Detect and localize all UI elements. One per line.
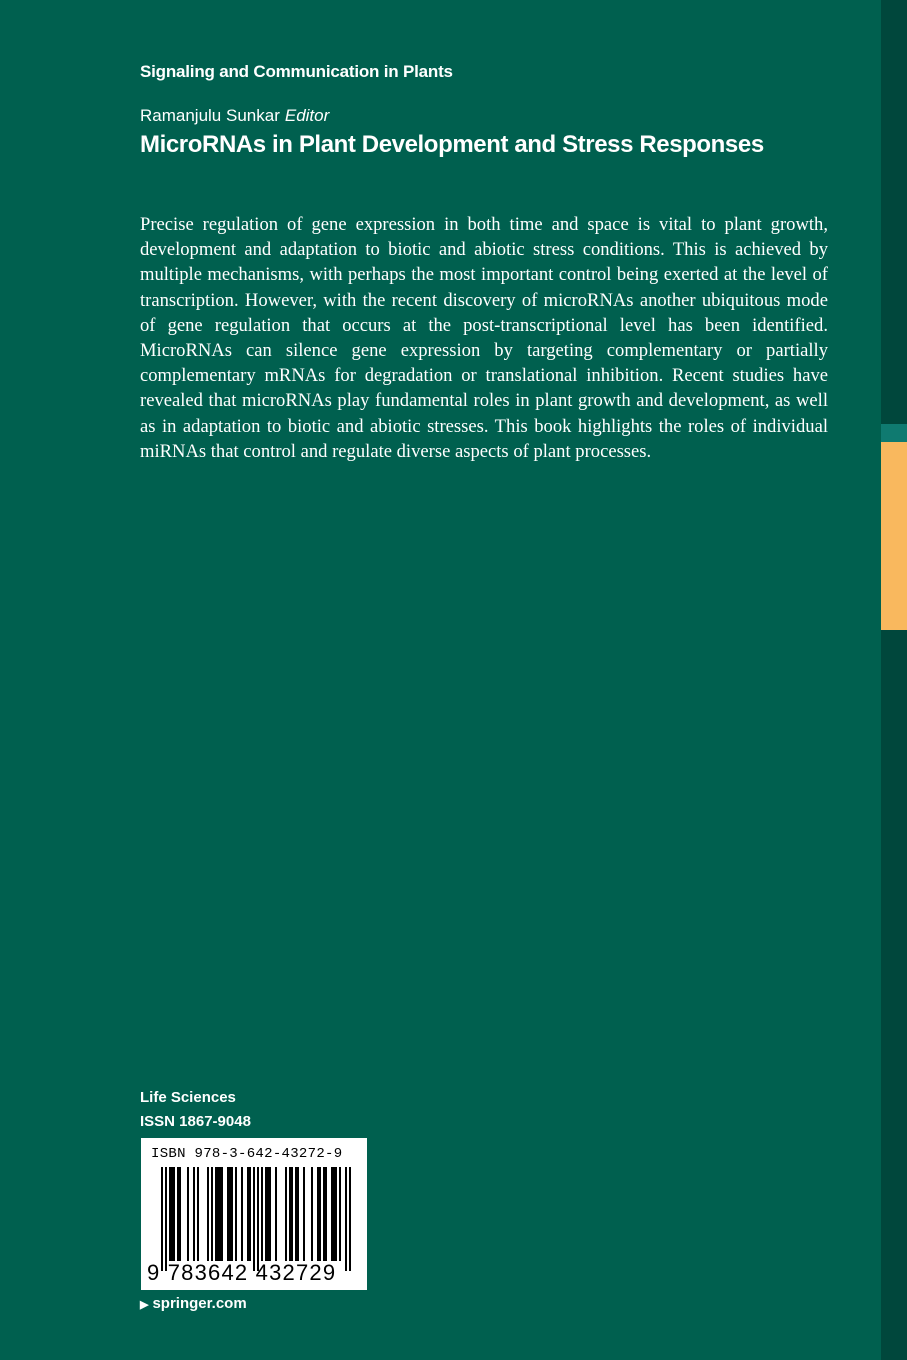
barcode-bar bbox=[177, 1167, 179, 1261]
barcode-bar bbox=[323, 1167, 325, 1261]
barcode-bar bbox=[261, 1167, 263, 1261]
barcode-bar bbox=[285, 1167, 287, 1261]
barcode-bar bbox=[165, 1167, 167, 1271]
spine-orange-band bbox=[881, 442, 907, 630]
editor-name: Ramanjulu Sunkar bbox=[140, 106, 280, 125]
barcode-bar bbox=[253, 1167, 255, 1271]
barcode-bar bbox=[241, 1167, 243, 1261]
spine-teal-band bbox=[881, 424, 907, 442]
barcode-bar bbox=[221, 1167, 223, 1261]
barcode-bar bbox=[197, 1167, 199, 1261]
barcode-bar bbox=[247, 1167, 249, 1261]
barcode-bar bbox=[161, 1167, 163, 1271]
website-link[interactable] bbox=[140, 1295, 247, 1312]
barcode-bar bbox=[219, 1167, 221, 1261]
spine-strip bbox=[881, 0, 907, 1360]
barcode-bar bbox=[319, 1167, 321, 1261]
barcode-bar bbox=[211, 1167, 213, 1261]
barcode-bar bbox=[269, 1167, 271, 1261]
barcode-bar bbox=[349, 1167, 351, 1271]
barcode-bar bbox=[227, 1167, 229, 1261]
triangle-right-icon: ▶ bbox=[140, 1299, 149, 1311]
book-title: MicroRNAs in Plant Development and Stress Responses bbox=[140, 131, 764, 158]
ean-number: 9 783642 432729 bbox=[147, 1260, 337, 1285]
issn-label: ISSN 1867-9048 bbox=[140, 1113, 251, 1130]
barcode-bar bbox=[257, 1167, 259, 1271]
subject-label: Life Sciences bbox=[140, 1089, 236, 1106]
barcode-bar bbox=[217, 1167, 219, 1261]
barcode-bar bbox=[215, 1167, 217, 1261]
barcode-bar bbox=[179, 1167, 181, 1261]
barcode-bar bbox=[187, 1167, 189, 1261]
barcode-bar bbox=[339, 1167, 341, 1261]
barcode-bar bbox=[325, 1167, 327, 1261]
barcode-bar bbox=[291, 1167, 293, 1261]
barcode-bar bbox=[207, 1167, 209, 1261]
barcode-bar bbox=[275, 1167, 277, 1261]
barcode-bar bbox=[345, 1167, 347, 1271]
barcode-bar bbox=[173, 1167, 175, 1261]
barcode-bar bbox=[235, 1167, 237, 1261]
barcode-bar bbox=[331, 1167, 333, 1261]
barcode-bar bbox=[231, 1167, 233, 1261]
website-text: springer.com bbox=[152, 1295, 247, 1312]
barcode-bar bbox=[303, 1167, 305, 1261]
barcode bbox=[141, 1138, 367, 1290]
barcode-bar bbox=[267, 1167, 269, 1261]
barcode-bar bbox=[297, 1167, 299, 1261]
barcode-bar bbox=[311, 1167, 313, 1261]
barcode-bar bbox=[317, 1167, 319, 1261]
barcode-bar bbox=[171, 1167, 173, 1261]
barcode-bar bbox=[229, 1167, 231, 1261]
editor-role: Editor bbox=[284, 106, 330, 125]
barcode-bar bbox=[169, 1167, 171, 1261]
series-title: Signaling and Communication in Plants bbox=[140, 62, 453, 81]
barcode-bar bbox=[289, 1167, 291, 1261]
barcode-bar bbox=[335, 1167, 337, 1261]
editor-line bbox=[140, 106, 329, 126]
barcode-bar bbox=[193, 1167, 195, 1261]
isbn-label: ISBN 978-3-642-43272-9 bbox=[151, 1146, 343, 1162]
barcode-bar bbox=[295, 1167, 297, 1261]
barcode-bar bbox=[249, 1167, 251, 1261]
barcode-bar bbox=[333, 1167, 335, 1261]
barcode-bar bbox=[265, 1167, 267, 1261]
book-description: Precise regulation of gene expression in both time and space is vital to plant growth, development and adaptation to biotic and abiotic stress conditions. This is achieved by multiple mechanisms, with perhaps the most important control being exerted at the level of transcription. However, with the recent discovery of microRNAs another ubiquitous mode of gene regulation that occurs at the post-transcriptional level has been identified. MicroRNAs can silence gene expression by targeting complementary or partially complementary mRNAs for degradation or translational inhibition. Recent studies have revealed that microRNAs play fundamental roles in plant growth and development, as well as in adaptation to biotic and abiotic stresses. This book highlights the roles of individual miRNAs that control and regulate diverse aspects of plant processes. bbox=[140, 214, 828, 462]
